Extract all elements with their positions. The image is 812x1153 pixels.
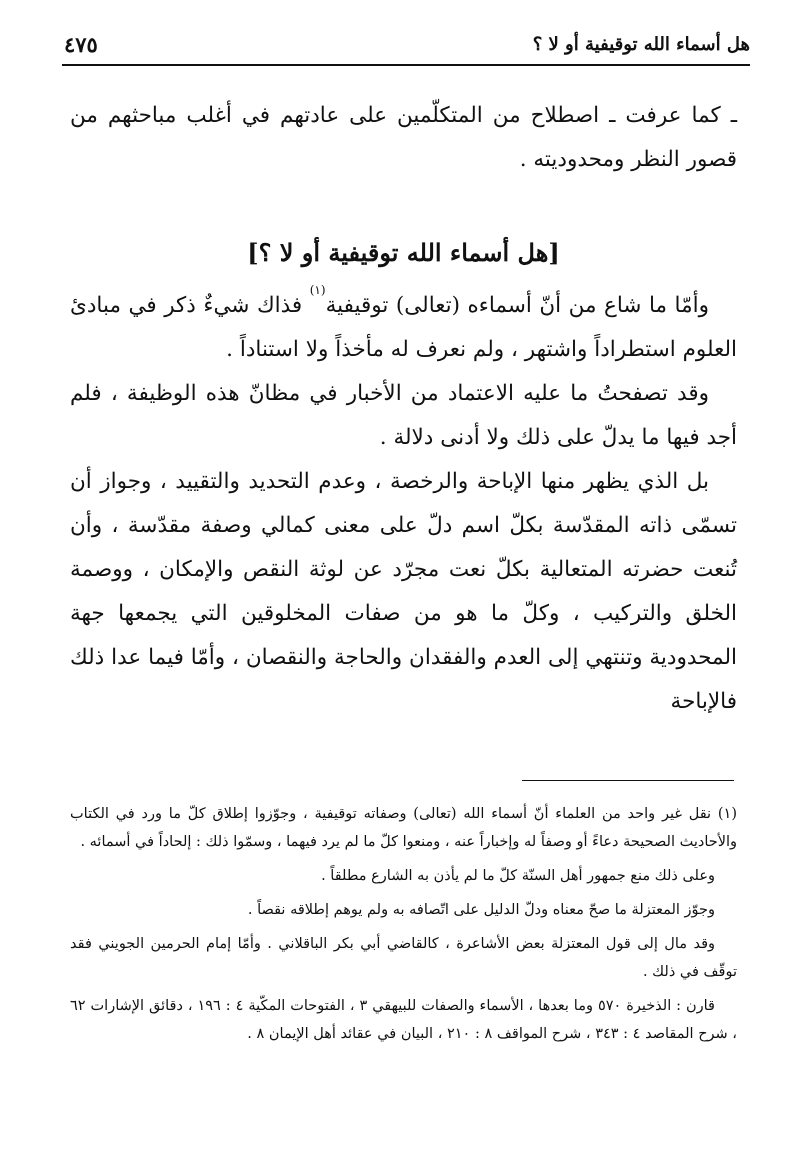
top-paragraph-block [70,94,737,182]
paragraph-3: بل الذي يظهر منها الإباحة والرخصة ، وعدم التحديد والتقييد ، وجواز أن تسمّى ذاته المقدّسة بكلّ اسم دلّ على معنى كمالي وصفة مقدّسة ، وأن تُنعت حضرته المتعالية بكلّ نعت مجرّد عن لوثة النقص والإمكان ، ووصمة الخلق والتركيب ، وكلّ ما هو من صفات المخلوقين التي يجمعها جهة المحدودية وتنتهي إلى العدم والفقدان والحاجة والنقصان ، وأمّا فيما عدا ذلك فالإباحة [70,469,737,714]
footnote-1: (١) نقل غير واحد من العلماء أنّ أسماء الله (تعالى) وصفاته توقيفية ، وجوّزوا إطلاق كلّ ما ورد في الكتاب والأحاديث الصحيحة دعاءً أو وصفاً له وإخباراً عنه ، ومنعوا كلّ ما لم يرد فيهما ، وسمّوا ذلك : إلحاداً في أسمائه . [70,806,737,850]
paragraph-1-continuation: فذاك شيءٌ ذكر في مبادئ العلوم استطراداً واشتهر ، ولم نعرف له مأخذاً ولا استناداً . [70,293,737,362]
footnote-reference: (١) [309,283,326,297]
footnote-separator [522,780,734,781]
section-heading: [هل أسماء الله توقيفية أو لا ؟] [247,238,560,267]
paragraph-1-text: وأمّا ما شاع من أنّ أسماءه (تعالى) توقيفية [325,293,709,318]
main-text [70,284,737,724]
footnote-5: قارن : الذخيرة ٥٧٠ وما بعدها ، الأسماء والصفات للبيهقي ٣ ، الفتوحات المكّية ٤ : ١٩٦ ، دقائق الإشارات ٦٢ ، شرح المقاصد ٤ : ٣٤٣ ، شرح المواقف ٨ : ٢١٠ ، البيان في عقائد أهل الإيمان ٨ . [70,998,737,1042]
paragraph-2: وقد تصفحتُ ما عليه الاعتماد من الأخبار في مظانّ هذه الوظيفة ، فلم أجد فيها ما يدلّ على ذلك ولا أدنى دلالة . [70,381,737,450]
footnote-4: وقد مال إلى قول المعتزلة بعض الأشاعرة ، كالقاضي أبي بكر الباقلاني . وأمّا إمام الحرمين الجويني فقد توقّف في ذلك . [70,936,737,980]
footnote-3: وجوّز المعتزلة ما صحّ معناه ودلّ الدليل على اتّصافه به ولم يوهم إطلاقه نقصاً . [247,902,715,918]
paragraph-1 [70,284,737,372]
page-number: ٤٧٥ [64,32,98,57]
footnotes [70,800,737,1054]
top-paragraph: ـ كما عرفت ـ اصطلاح من المتكلّمين على عادتهم في أغلب مباحثهم من قصور النظر ومحدوديته . [70,103,737,172]
running-title: هل أسماء الله توقيفية أو لا ؟ [532,34,750,55]
page-header [62,28,750,66]
footnote-2: وعلى ذلك منع جمهور أهل السنّة كلّ ما لم يأذن به الشارع مطلقاً . [321,868,715,884]
